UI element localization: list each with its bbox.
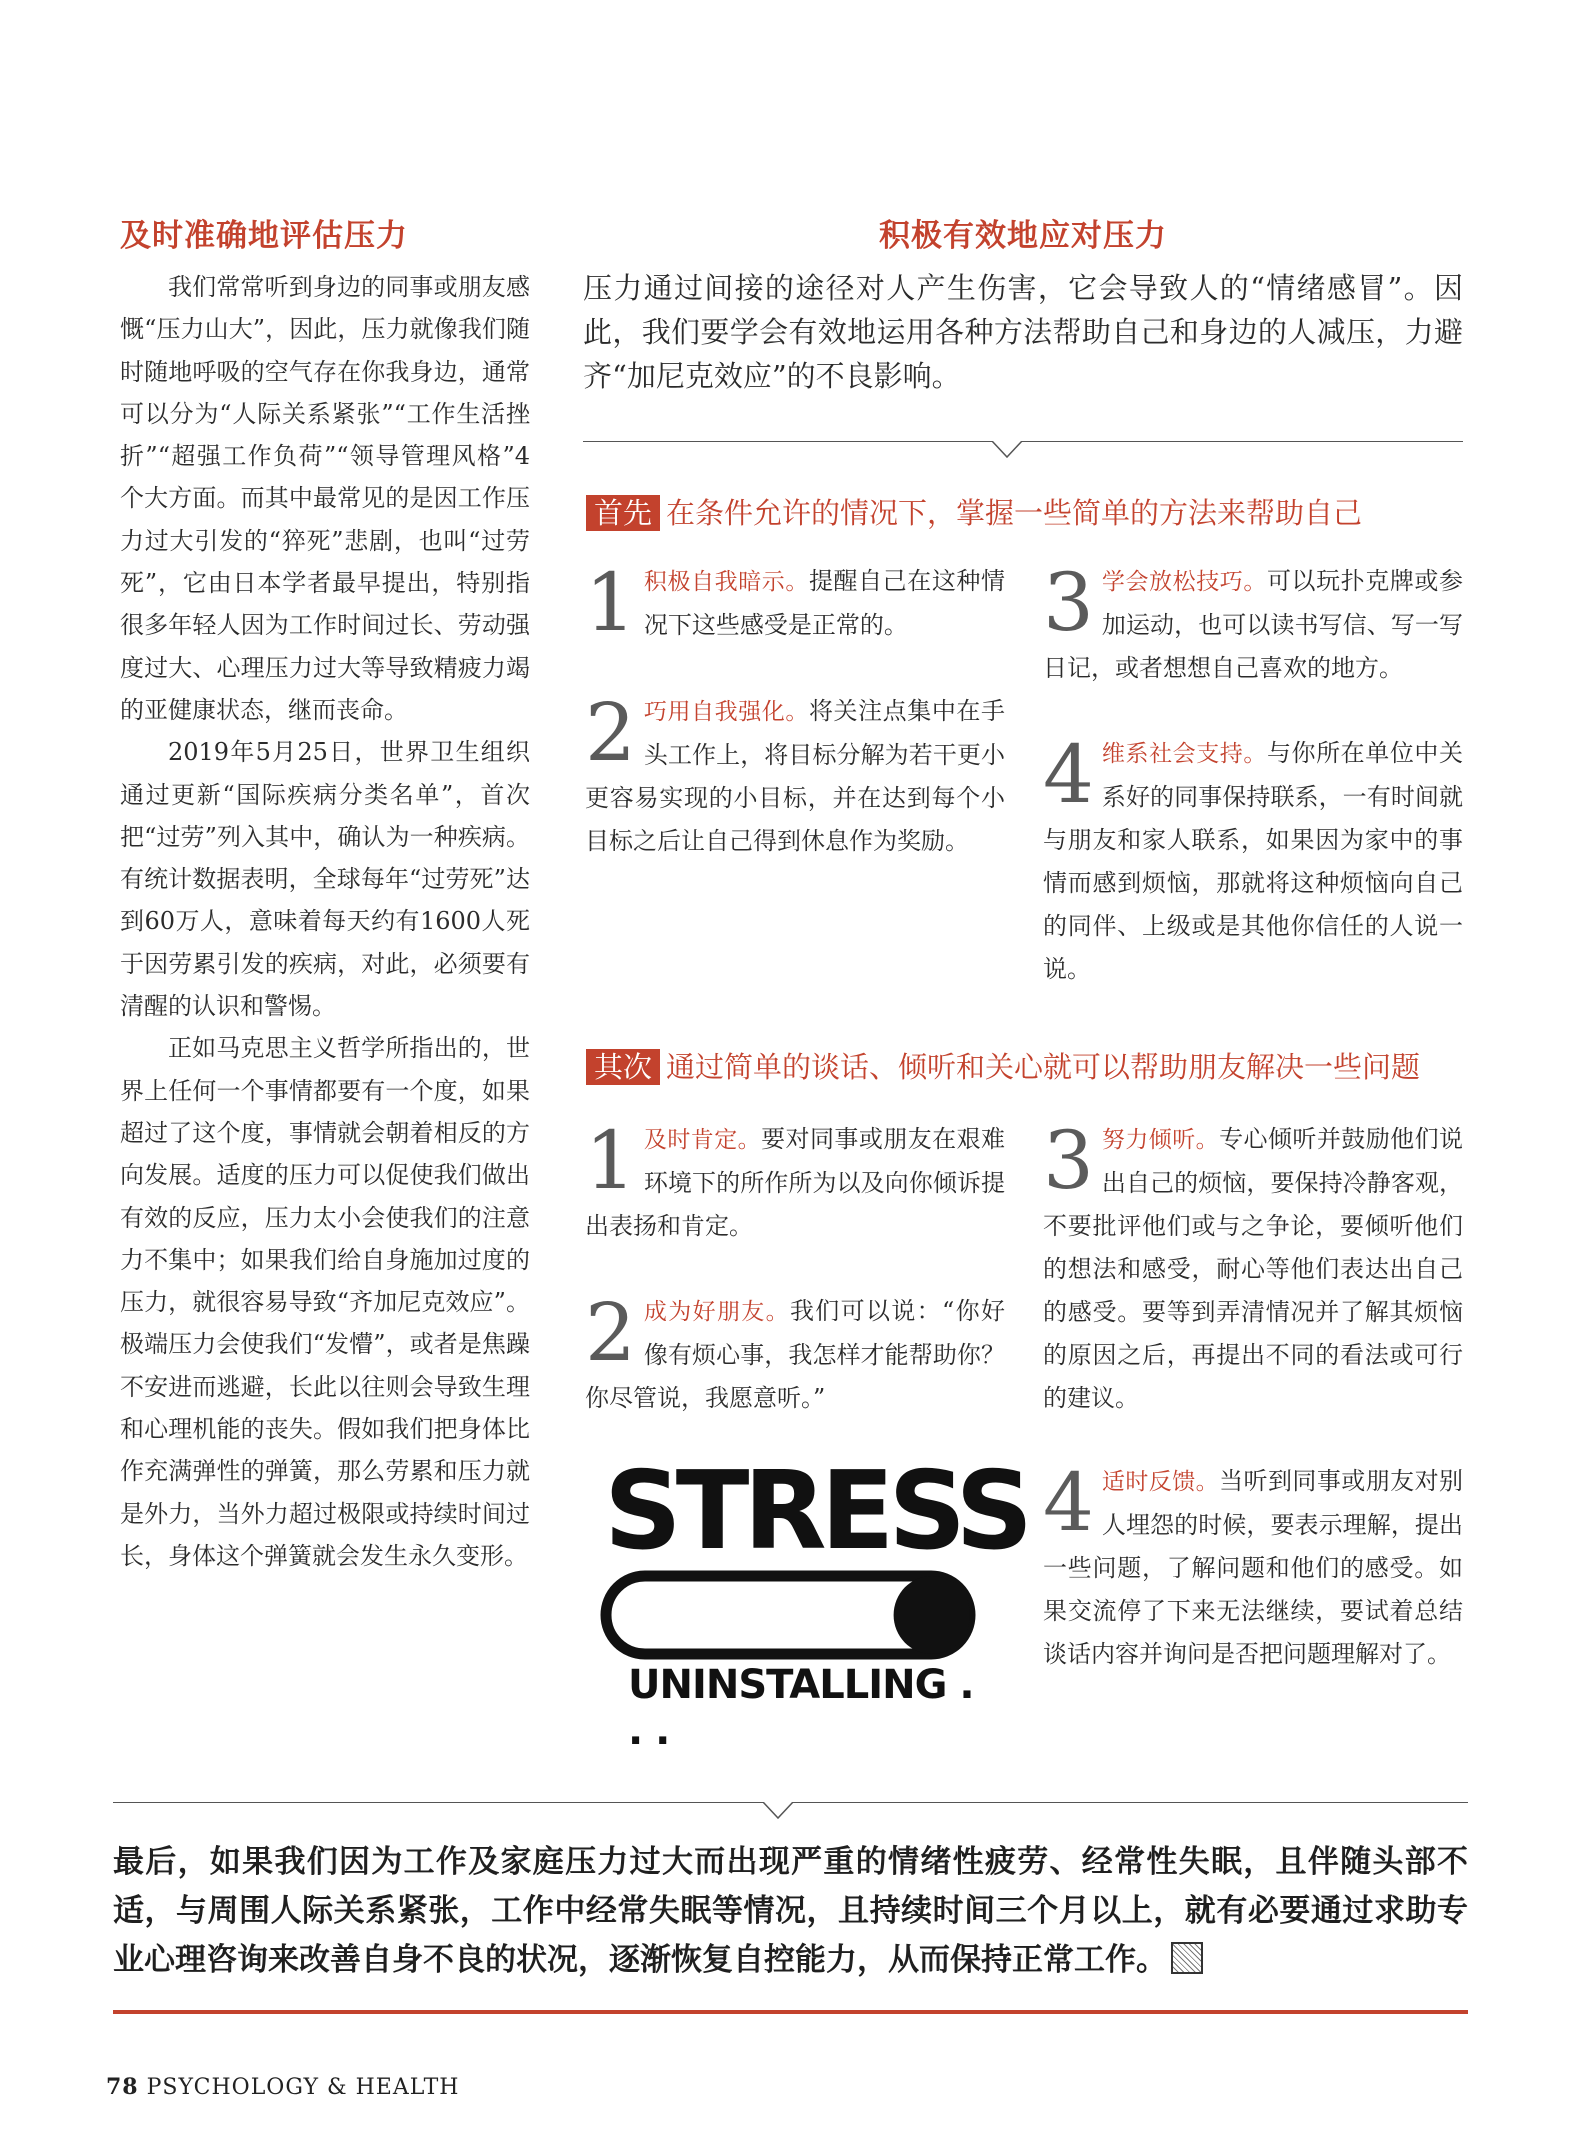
tip-number: 2 xyxy=(585,1286,636,1379)
tip-text: 可以玩扑克牌或参加运动，也可以读书写信、写一写日记，或者想想自己喜欢的地方。 xyxy=(1043,567,1463,682)
tip-lead: 学会放松技巧。 xyxy=(1101,569,1267,595)
page-number: 78 xyxy=(106,2074,139,2100)
footer-rule xyxy=(113,2010,1468,2014)
stress-uninstalling-graphic xyxy=(598,1449,1028,1754)
tip-number: 4 xyxy=(1043,1456,1094,1549)
section1-heading-text: 在条件允许的情况下，掌握一些简单的方法来帮助自己 xyxy=(666,496,1363,530)
end-mark-icon xyxy=(1171,1942,1203,1974)
tip-lead: 成为好朋友。 xyxy=(643,1299,790,1325)
stress-subtitle: UNINSTALLING . . . xyxy=(628,1662,974,1754)
tip-s1-4 xyxy=(1043,728,1463,991)
tip-text: 与你所在单位中关系好的同事保持联系，一有时间就与朋友和家人联系，如果因为家中的事情而感到烦恼，那就将这种烦恼向自己的同伴、上级或是其他你信任的人说一说。 xyxy=(1043,739,1463,983)
left-paragraph-2: 2019年5月25日，世界卫生组织通过更新“国际疾病分类名单”，首次把“过劳”列入其中，确认为一种疾病。有统计数据表明，全球每年“过劳死”达到60万人，意味着每天约有1600人死于因劳累引发的疾病，对此，必须要有清醒的认识和警惕。 xyxy=(120,738,530,1021)
stress-word: STRESS xyxy=(604,1449,1028,1574)
tip-lead: 积极自我暗示。 xyxy=(643,569,809,595)
tip-number: 4 xyxy=(1043,728,1094,821)
conclusion-text xyxy=(113,1838,1468,1985)
tip-lead: 及时肯定。 xyxy=(643,1127,762,1153)
tip-s1-2 xyxy=(585,686,1005,863)
left-section-title: 及时准确地评估压力 xyxy=(120,218,408,254)
magazine-name: PSYCHOLOGY & HEALTH xyxy=(146,2075,460,2100)
tip-lead: 适时反馈。 xyxy=(1101,1469,1220,1495)
chevron-down-icon xyxy=(761,1802,795,1836)
conclusion-body: 最后，如果我们因为工作及家庭压力过大而出现严重的情绪性疲劳、经常性失眠，且伴随头部不适，与周围人际关系紧张，工作中经常失眠等情况，且持续时间三个月以上，就有必要通过求助专业心理咨询来改善自身不良的状况，逐渐恢复自控能力，从而保持正常工作。 xyxy=(113,1844,1468,1978)
right-intro: 压力通过间接的途径对人产生伤害，它会导致人的“情绪感冒”。因此，我们要学会有效地运用各种方法帮助自己和身边的人减压，力避齐“加尼克效应”的不良影响。 xyxy=(583,271,1463,393)
section2-tag: 其次 xyxy=(586,1049,660,1085)
section1-tag: 首先 xyxy=(586,495,660,531)
right-section-title: 积极有效地应对压力 xyxy=(879,218,1167,254)
tip-number: 1 xyxy=(585,556,636,649)
progress-bar-icon xyxy=(600,1570,976,1660)
tip-lead: 努力倾听。 xyxy=(1101,1127,1220,1153)
tip-s2-4 xyxy=(1043,1456,1464,1676)
tip-text: 当听到同事或朋友对别人埋怨的时候，要表示理解，提出一些问题，了解问题和他们的感受。如果交流停了下来无法继续，要试着总结谈话内容并询问是否把问题理解对了。 xyxy=(1043,1467,1464,1668)
tip-lead: 巧用自我强化。 xyxy=(643,699,809,725)
left-paragraph-3: 正如马克思主义哲学所指出的，世界上任何一个事情都要有一个度，如果超过了这个度，事情就会朝着相反的方向发展。适度的压力可以促使我们做出有效的反应，压力太小会使我们的注意力不集中；如果我们给自身施加过度的压力，就很容易导致“齐加尼克效应”。极端压力会使我们“发懵”，或者是焦躁不安进而逃避，长此以往则会导致生理和心理机能的丧失。假如我们把身体比作充满弹性的弹簧，那么劳累和压力就是外力，当外力超过极限或持续时间过长，身体这个弹簧就会发生永久变形。 xyxy=(120,1034,530,1570)
chevron-down-icon xyxy=(990,441,1024,475)
tip-text: 提醒自己在这种情况下这些感受是正常的。 xyxy=(643,567,1005,639)
left-paragraph-1: 我们常常听到身边的同事或朋友感慨“压力山大”，因此，压力就像我们随时随地呼吸的空气存在你我身边，通常可以分为“人际关系紧张”“工作生活挫折”“超强工作负荷”“领导管理风格”4个大方面。而其中最常见的是因工作压力过大引发的“猝死”悲剧，也叫“过劳死”，它由日本学者最早提出，特别指很多年轻人因为工作时间过长、劳动强度过大、心理压力过大等导致精疲力竭的亚健康状态，继而丧命。 xyxy=(120,273,530,724)
tip-number: 3 xyxy=(1043,556,1094,649)
tip-s2-3 xyxy=(1043,1114,1464,1420)
tip-text: 专心倾听并鼓励他们说出自己的烦恼，要保持冷静客观，不要批评他们或与之争论，要倾听他们的想法和感受，耐心等他们表达出自己的感受。要等到弄清情况并了解其烦恼的原因之后，再提出不同的看法或可行的建议。 xyxy=(1043,1125,1464,1412)
tip-number: 3 xyxy=(1043,1114,1094,1207)
right-column xyxy=(583,214,1463,398)
tip-text: 要对同事或朋友在艰难环境下的所作所为以及向你倾诉提出表扬和肯定。 xyxy=(585,1125,1006,1240)
section2-heading-text: 通过简单的谈话、倾听和关心就可以帮助朋友解决一些问题 xyxy=(666,1050,1421,1084)
tip-s1-3 xyxy=(1043,556,1463,690)
tip-text: 我们可以说：“你好像有烦心事，我怎样才能帮助你？你尽管说，我愿意听。” xyxy=(585,1297,1005,1412)
tip-number: 2 xyxy=(585,686,636,779)
tip-s2-2 xyxy=(585,1286,1005,1420)
progress-bar-fill xyxy=(894,1576,970,1654)
tip-s2-1 xyxy=(585,1114,1006,1248)
left-column xyxy=(120,214,530,1577)
tip-text: 将关注点集中在手头工作上，将目标分解为若干更小更容易实现的小目标，并在达到每个小目标之后让自己得到休息作为奖励。 xyxy=(585,697,1005,855)
tip-s1-1 xyxy=(585,556,1005,649)
page-footer xyxy=(106,2074,459,2100)
section1-heading xyxy=(586,495,1362,531)
section2-heading xyxy=(586,1049,1420,1085)
tip-lead: 维系社会支持。 xyxy=(1101,741,1267,767)
tip-number: 1 xyxy=(585,1114,636,1207)
